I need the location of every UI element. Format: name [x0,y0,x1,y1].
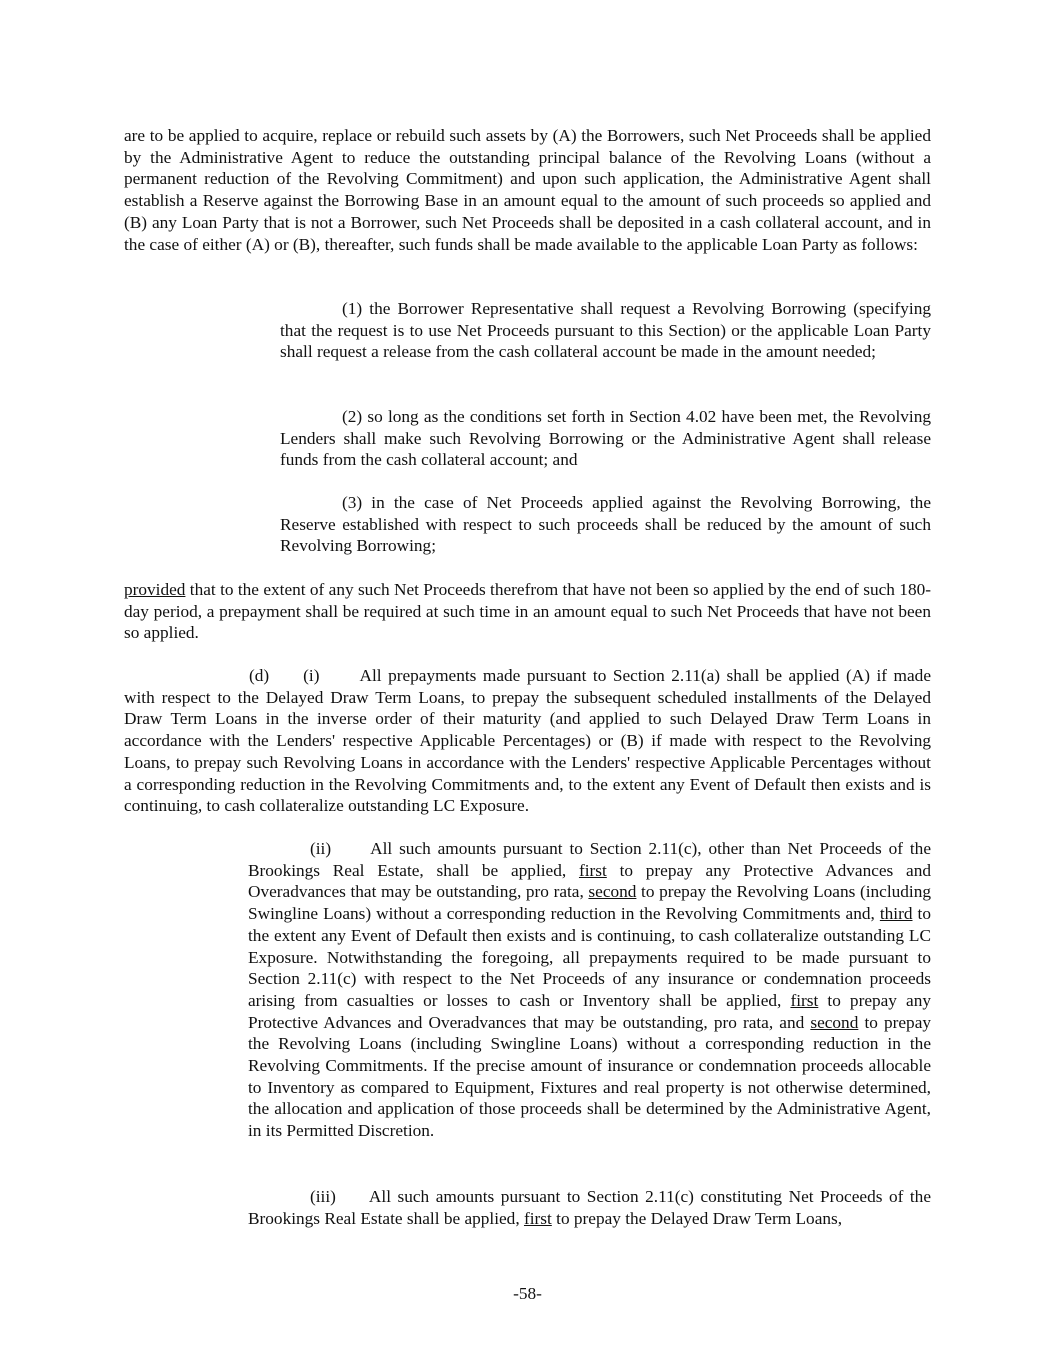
section-ii-text: to prepay the Revolving Loans (including Swingline Loans) without a corresponding reduction in the Revolving Commitments and, [248,882,931,924]
section-iii-text: All such amounts pursuant to Section 2.11(c) constituting Net Proceeds of the Brookings Real Estate shall be applied, [248,1187,931,1228]
section-iii-text: to prepay the Delayed Draw Term Loans, [556,1208,843,1228]
item-label: (3) [342,493,363,512]
provided-term: provided [124,580,186,599]
proviso-paragraph [124,579,931,644]
proviso-text: that to the extent of any such Net Proceeds therefrom that have not been so applied by the end of such 180-day period, a prepayment shall be required at such time in an amount equal to such Net Proceeds that have not been so applied. [124,580,931,643]
section-ii-text: to prepay any Protective Advances and Overadvances that may be outstanding, pro rata, and [248,990,931,1032]
section-iii-label: (iii) [310,1187,336,1206]
section-ii-text: All such amounts pursuant to Section 2.11(c), other than Net Proceeds of the Brookings Real Estate, shall be applied, [248,839,931,880]
list-item [280,406,931,471]
section-iii-paragraph [248,1186,931,1229]
section-ii-paragraph [248,838,931,1142]
list-item [280,492,931,557]
term-second: second [810,1012,859,1032]
term-first: first [790,990,819,1010]
section-ii-label: (ii) [310,839,332,858]
term-first: first [523,1208,552,1228]
item-text: so long as the conditions set forth in Section 4.02 have been met, the Revolving Lenders shall make such Revolving Borrowing or the Administrative Agent shall release funds from the cash collateral account; and [280,407,932,470]
item-text: in the case of Net Proceeds applied against the Revolving Borrowing, the Reserve established with respect to such proceeds shall be reduced by the amount of such Revolving Borrowing; [280,493,931,556]
item-text: the Borrower Representative shall request a Revolving Borrowing (specifying that the request is to use Net Proceeds pursuant to this Section) or the applicable Loan Party shall request a release from the cash collateral account be made in the amount needed; [280,299,931,362]
intro-paragraph: are to be applied to acquire, replace or rebuild such assets by (A) the Borrowers, such Net Proceeds shall be applied by the Administrative Agent to reduce the outstanding principal balance of the Revolving Loans (without a permanent reduction of the Revolving Commitment) and upon such application, the Administrative Agent shall establish a Reserve against the Borrowing Base in an amount equal to the amount of such proceeds so applied and (B) any Loan Party that is not a Borrower, such Net Proceeds shall be deposited in a cash collateral account, and in the case of either (A) or (B), thereafter, such funds shall be made available to the applicable Loan Party as follows: [124,126,931,254]
page-number: -58- [513,1284,542,1303]
term-second: second [588,882,637,902]
section-ii-text: to prepay the Revolving Loans (including Swingline Loans) without a corresponding reduction in the Revolving Commitments. If the precise amount of insurance or condemnation proceeds allocable to Inventory as compared to Equipment, Fixtures and real property is not otherwise determined, the allocation and application of those proceeds shall be determined by the Administrative Agent, in its Permitted Discretion. [248,1012,932,1141]
section-ii-text: to prepay any Protective Advances and Overadvances that may be outstanding, pro rata, [248,860,931,902]
term-third: third [879,904,913,924]
item-label: (1) [342,299,363,318]
section-d-text: All prepayments made pursuant to Section 2.11(a) shall be applied (A) if made with respect to the Delayed Draw Term Loans, to prepay the subsequent scheduled installments of the Delayed Draw Term Loans in the inverse order of their maturity (and applied to such Delayed Draw Term Loans in accordance with the Lenders' respective Applicable Percentages) or (B) if made with respect to the Revolving Loans, to prepay such Revolving Loans in accordance with the Lenders' respective Applicable Percentages without a corresponding reduction in the Revolving Commitments and, to the extent any Event of Default then exists and is continuing, to cash collateralize outstanding LC Exposure. [124,666,931,816]
section-ii-text: to the extent any Event of Default then exists and is continuing, to cash collateralize outstanding LC Exposure. Notwithstanding the foregoing, all prepayments required to be made pursuant to Section 2.11(c) with respect to the Net Proceeds of any insurance or condemnation proceeds arising from casualties or losses to cash or Inventory shall be applied, [248,904,931,1010]
section-d-label: (d) [249,666,270,685]
item-label: (2) [342,407,363,426]
section-d-sublabel: (i) [303,666,320,685]
term-first: first [578,860,607,880]
list-item [280,298,931,363]
section-d-paragraph [124,665,931,817]
